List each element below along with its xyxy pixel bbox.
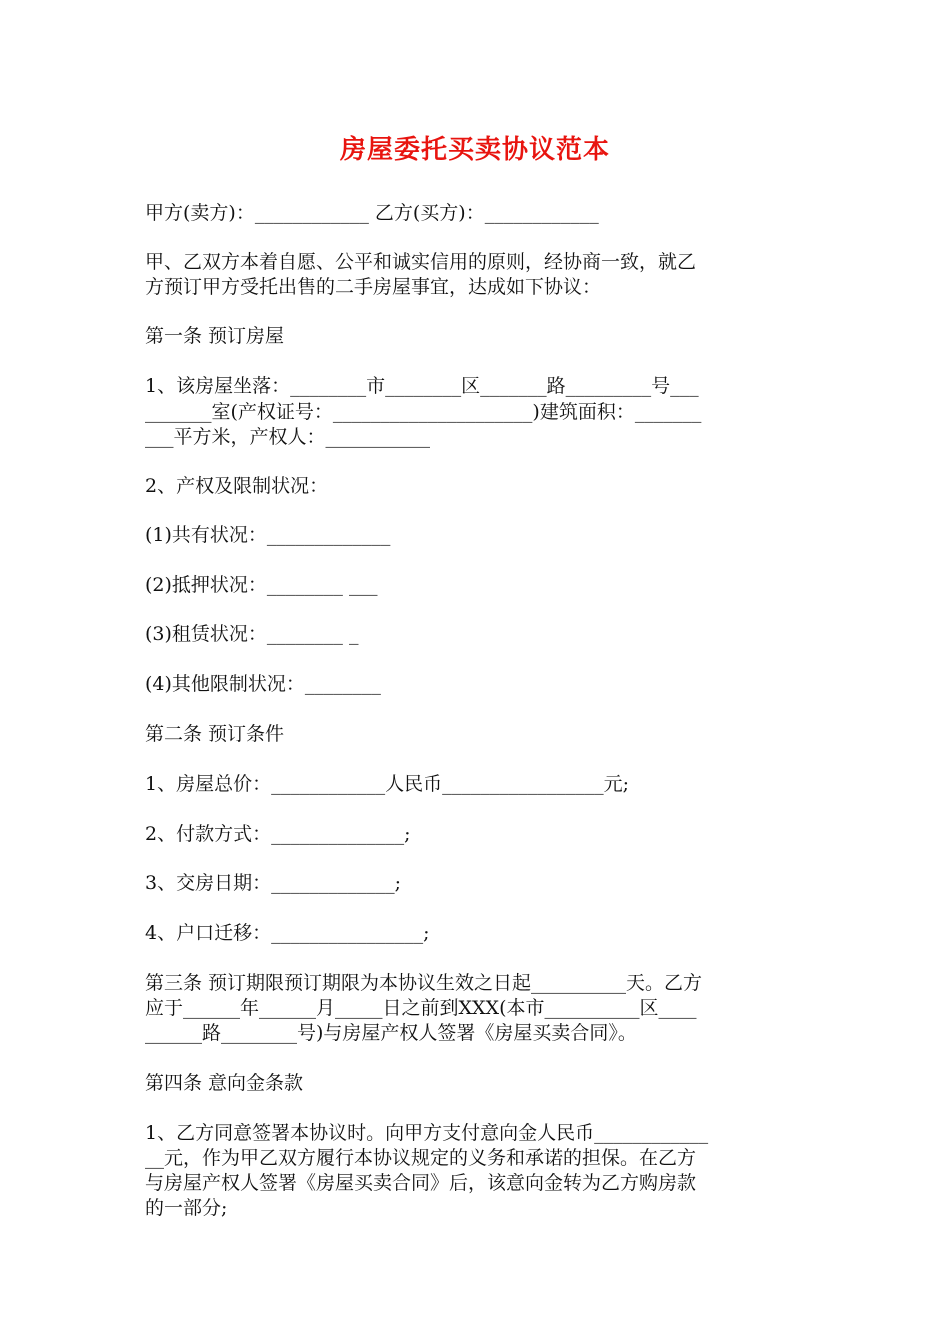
preamble-line-1: 甲、乙双方本着自愿、公平和诚实信用的原则，经协商一致，就乙 bbox=[145, 251, 697, 273]
article-1-heading: 第一条 预订房屋 bbox=[145, 325, 285, 347]
preamble-line-2: 方预订甲方受托出售的二手房屋事宜，达成如下协议： bbox=[145, 276, 602, 298]
article-3-line-1: 第三条 预订期限预订期限为本协议生效之日起__________天。乙方 bbox=[145, 972, 703, 994]
lease-line: (3)租赁状况：________ _ bbox=[145, 623, 359, 645]
article-3-line-2: 应于______年______月_____日之前到XXX(本市__________区____ bbox=[145, 997, 697, 1019]
mortgage-line: (2)抵押状况：________ ___ bbox=[145, 574, 378, 596]
deposit-line-2: __元，作为甲乙双方履行本协议规定的义务和承诺的担保。在乙方 bbox=[145, 1147, 697, 1169]
payment-method-line: 2、付款方式：______________; bbox=[145, 823, 411, 845]
address-line-3: ___平方米，产权人：___________ bbox=[145, 426, 431, 448]
address-line-2: _______室(产权证号：_____________________)建筑面积：_______ bbox=[145, 401, 702, 423]
total-price-line: 1、房屋总价：____________人民币_________________元; bbox=[145, 773, 629, 795]
ownership-status-heading: 2、产权及限制状况： bbox=[145, 475, 329, 497]
handover-date-line: 3、交房日期：_____________; bbox=[145, 872, 401, 894]
parties-line: 甲方(卖方)：____________ 乙方(买方)：____________ bbox=[145, 202, 599, 224]
article-4-heading: 第四条 意向金条款 bbox=[145, 1072, 304, 1094]
deposit-line-1: 1、乙方同意签署本协议时。向甲方支付意向金人民币____________ bbox=[145, 1122, 709, 1144]
document-title: 房屋委托买卖协议范本 bbox=[339, 135, 610, 165]
deposit-line-4: 的一部分; bbox=[145, 1197, 228, 1219]
household-transfer-line: 4、户口迁移：________________; bbox=[145, 922, 430, 944]
article-2-heading: 第二条 预订条件 bbox=[145, 723, 285, 745]
address-line-1: 1、该房屋坐落：________市________区_______路_________号___ bbox=[145, 375, 699, 397]
article-3-line-3: ______路________号)与房屋产权人签署《房屋买卖合同》。 bbox=[145, 1022, 637, 1044]
other-restrictions-line: (4)其他限制状况：________ bbox=[145, 673, 381, 695]
deposit-line-3: 与房屋产权人签署《房屋买卖合同》后，该意向金转为乙方购房款 bbox=[145, 1172, 697, 1194]
co-ownership-line: (1)共有状况：_____________ bbox=[145, 524, 391, 546]
